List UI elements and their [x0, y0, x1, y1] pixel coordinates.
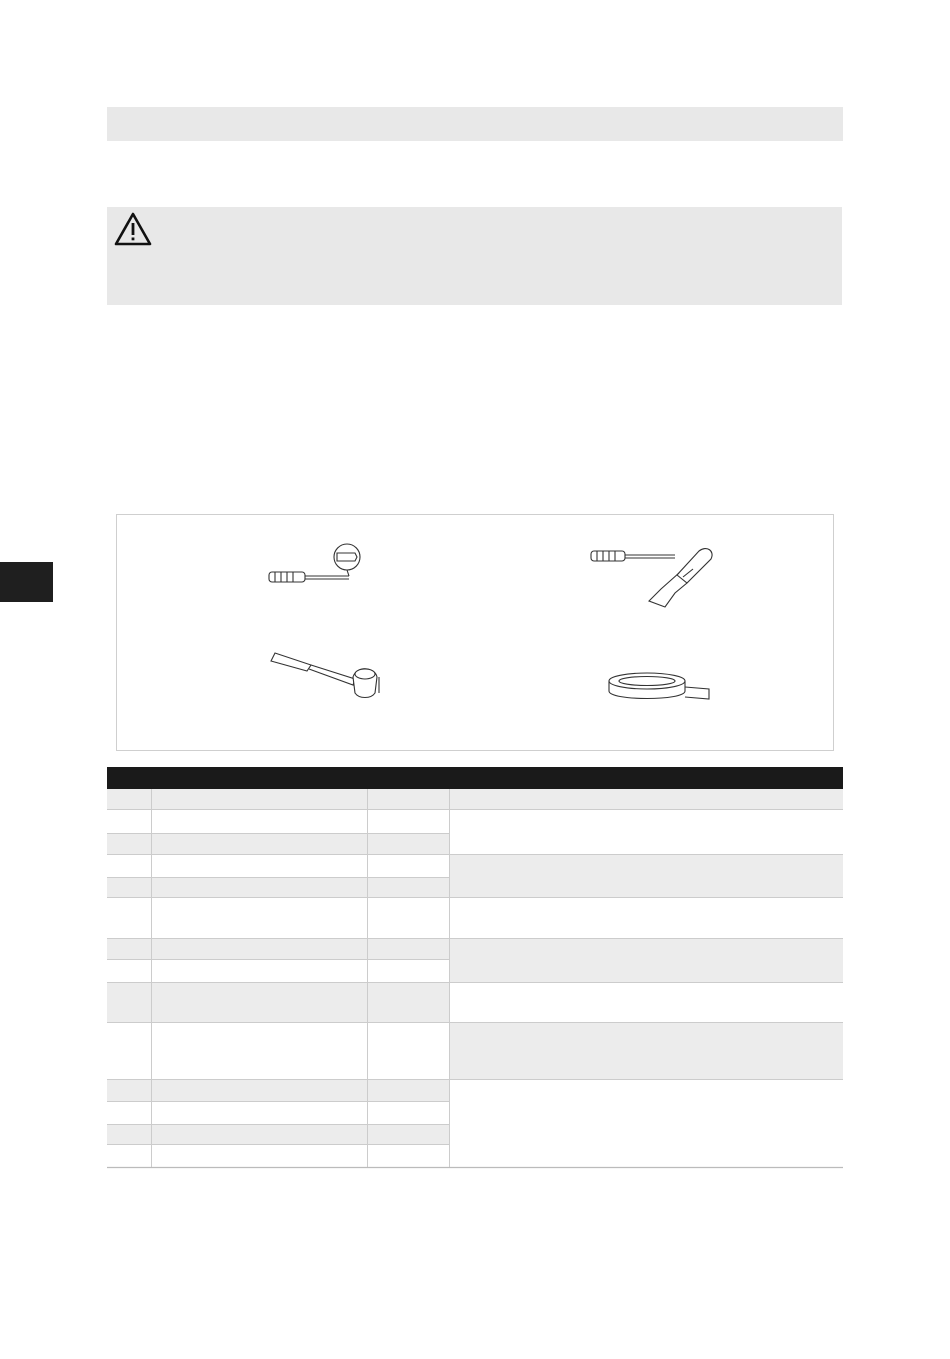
table-cell: [151, 855, 367, 878]
table-row: [107, 1125, 449, 1145]
table-row: [107, 898, 449, 939]
table-cell: [367, 789, 449, 810]
table-cell: [107, 983, 151, 1023]
screwdriver-with-tip-detail-icon: [265, 539, 365, 596]
table-cell: [367, 1125, 449, 1145]
table-cell: [367, 855, 449, 878]
table-cell: [367, 983, 449, 1023]
tools-table: [107, 767, 843, 1179]
table-row: [107, 810, 449, 834]
rubber-mallet-icon: [267, 647, 387, 708]
table-cell: [151, 810, 367, 834]
table-cell: [107, 855, 151, 878]
table-cell: [107, 834, 151, 855]
table-note-cell: [449, 939, 843, 983]
table-row: [107, 1145, 449, 1168]
table-cell: [151, 834, 367, 855]
table-cell: [151, 960, 367, 983]
table-row: [107, 878, 449, 898]
table-row: [107, 855, 449, 878]
table-cell: [107, 960, 151, 983]
table-cell: [107, 939, 151, 960]
table-header: [107, 767, 843, 789]
table-cell: [151, 939, 367, 960]
table-note-cell: [449, 898, 843, 939]
table-cell: [151, 1023, 367, 1080]
table-note-cell: [449, 1080, 843, 1168]
table-cell: [107, 1080, 151, 1102]
table-note-cell: [449, 1023, 843, 1080]
table-cell: [367, 878, 449, 898]
table-note-cell: [449, 810, 843, 855]
warning-triangle-icon: [113, 211, 153, 247]
table-cell: [151, 1125, 367, 1145]
table-cell: [107, 1023, 151, 1080]
table-row: [107, 789, 449, 810]
tools-illustration-panel: [116, 514, 834, 751]
table-cell: [107, 1145, 151, 1168]
table-note-cell: [449, 789, 843, 810]
table-cell: [151, 1102, 367, 1125]
table-cell: [367, 810, 449, 834]
table-cell: [367, 1023, 449, 1080]
table-cell: [151, 983, 367, 1023]
table-cell: [107, 878, 151, 898]
table-cell: [367, 834, 449, 855]
table-cell: [367, 1080, 449, 1102]
table-cell: [107, 898, 151, 939]
table-row: [107, 1102, 449, 1125]
table-cell: [107, 810, 151, 834]
table-cell: [367, 1102, 449, 1125]
table-row: [107, 1080, 449, 1102]
section-heading-bar: [107, 107, 843, 141]
table-cell: [367, 898, 449, 939]
table-row: [107, 834, 449, 855]
table-row: [107, 983, 449, 1023]
table-row: [107, 939, 449, 960]
chapter-side-tab: [0, 562, 53, 602]
table-cell: [107, 789, 151, 810]
table-cell: [107, 1102, 151, 1125]
table-cell: [151, 898, 367, 939]
table-cell: [151, 1080, 367, 1102]
table-cell: [151, 878, 367, 898]
table-cell: [151, 789, 367, 810]
table-cell: [151, 1145, 367, 1168]
insulating-tape-roll-icon: [605, 667, 715, 708]
table-note-cell: [449, 983, 843, 1023]
table-row: [107, 960, 449, 983]
table-row: [107, 1023, 449, 1080]
table-cell: [367, 939, 449, 960]
table-note-cell: [449, 855, 843, 898]
table-cell: [367, 1145, 449, 1168]
screwdriver-and-wire-stripper-icon: [589, 543, 719, 616]
table-cell: [107, 1125, 151, 1145]
warning-box: [107, 207, 842, 305]
table-cell: [367, 960, 449, 983]
